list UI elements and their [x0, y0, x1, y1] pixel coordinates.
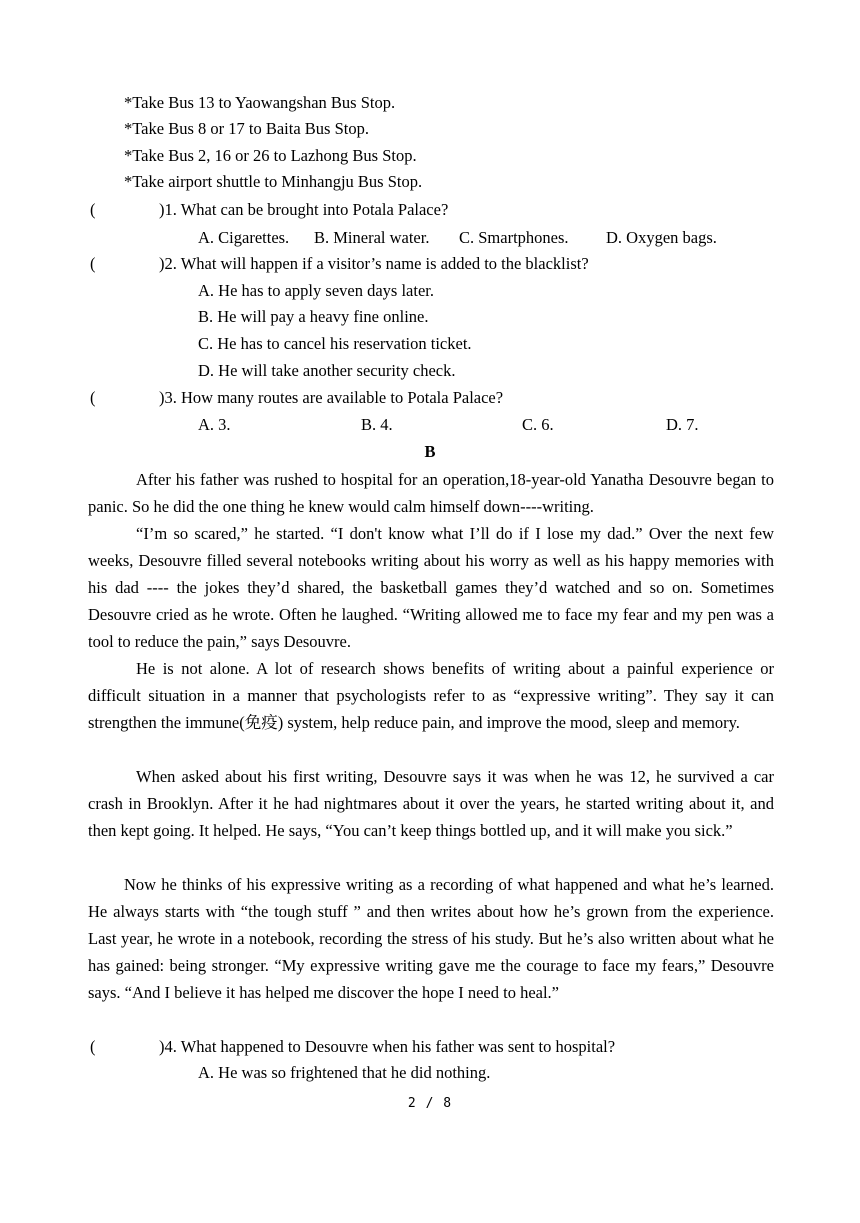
route-line: *Take Bus 8 or 17 to Baita Bus Stop. [124, 119, 369, 138]
option: C. 6. [522, 415, 554, 434]
route-line: *Take Bus 13 to Yaowangshan Bus Stop. [124, 93, 396, 112]
option: B. Mineral water. [314, 228, 430, 247]
option: D. Oxygen bags. [606, 228, 717, 247]
paragraph: He is not alone. A lot of research shows benefits of writing about a painful experience or difficult situation in a manner that psychologists refer to as “expressive writing”. They say it can strengthen the immune(免疫) system, help reduce pain, and improve the mood, sleep and memory. [88, 659, 774, 732]
answer-blank: ( [90, 388, 96, 407]
option: B. He will pay a heavy fine online. [198, 307, 429, 326]
option: A. He has to apply seven days later. [198, 281, 434, 300]
route-line: *Take airport shuttle to Minhangju Bus Stop. [124, 172, 423, 191]
question-text: )1. What can be brought into Potala Palace? [159, 200, 449, 219]
paragraph: “I’m so scared,” he started. “I don't know what I’ll do if I lose my dad.” Over the next few weeks, Desouvre filled several notebooks writing about his worry as well as his happy memories with his dad ---- the jokes they’d shared, the basketball games they’d watched and so on. Sometimes Desouvre cried as he wrote. Often he laughed. “Writing allowed me to face my fear and my pen was a tool to reduce the pain,” says Desouvre. [88, 524, 774, 651]
option: A. Cigarettes. [198, 228, 290, 247]
question-text: )4. What happened to Desouvre when his father was sent to hospital? [159, 1037, 616, 1056]
answer-blank: ( [90, 254, 96, 273]
route-line: *Take Bus 2, 16 or 26 to Lazhong Bus Stop. [124, 146, 417, 165]
option: C. Smartphones. [459, 228, 569, 247]
paragraph: After his father was rushed to hospital for an operation,18-year-old Yanatha Desouvre began to panic. So he did the one thing he knew would calm himself down----writing. [88, 470, 774, 516]
option: D. 7. [666, 415, 699, 434]
answer-blank: ( [90, 200, 96, 219]
option: B. 4. [361, 415, 393, 434]
paragraph: Now he thinks of his expressive writing as a recording of what happened and what he’s learned. He always starts with “the tough stuff ” and then writes about how he’s grown from the experience. Last year, he wrote in a notebook, recording the stress of his study. But he’s also written about what he has gained: being stronger. “My expressive writing gave me the courage to face my fears,” Desouvre says. “And I believe it has helped me discover the hope I need to heal.” [88, 875, 774, 1002]
question-text: )2. What will happen if a visitor’s name is added to the blacklist? [159, 254, 589, 273]
option: A. He was so frightened that he did nothing. [198, 1063, 491, 1082]
answer-blank: ( [90, 1037, 96, 1056]
question-text: )3. How many routes are available to Potala Palace? [159, 388, 504, 407]
option: A. 3. [198, 415, 231, 434]
option: C. He has to cancel his reservation ticket. [198, 334, 472, 353]
page-number: 2 / 8 [407, 1096, 453, 1111]
section-title: B [424, 442, 436, 461]
option: D. He will take another security check. [198, 361, 456, 380]
paragraph: When asked about his first writing, Desouvre says it was when he was 12, he survived a car crash in Brooklyn. After it he had nightmares about it over the years, he started writing about it, and then kept going. It helped. He says, “You can’t keep things bottled up, and it will make you sick.” [88, 767, 774, 840]
